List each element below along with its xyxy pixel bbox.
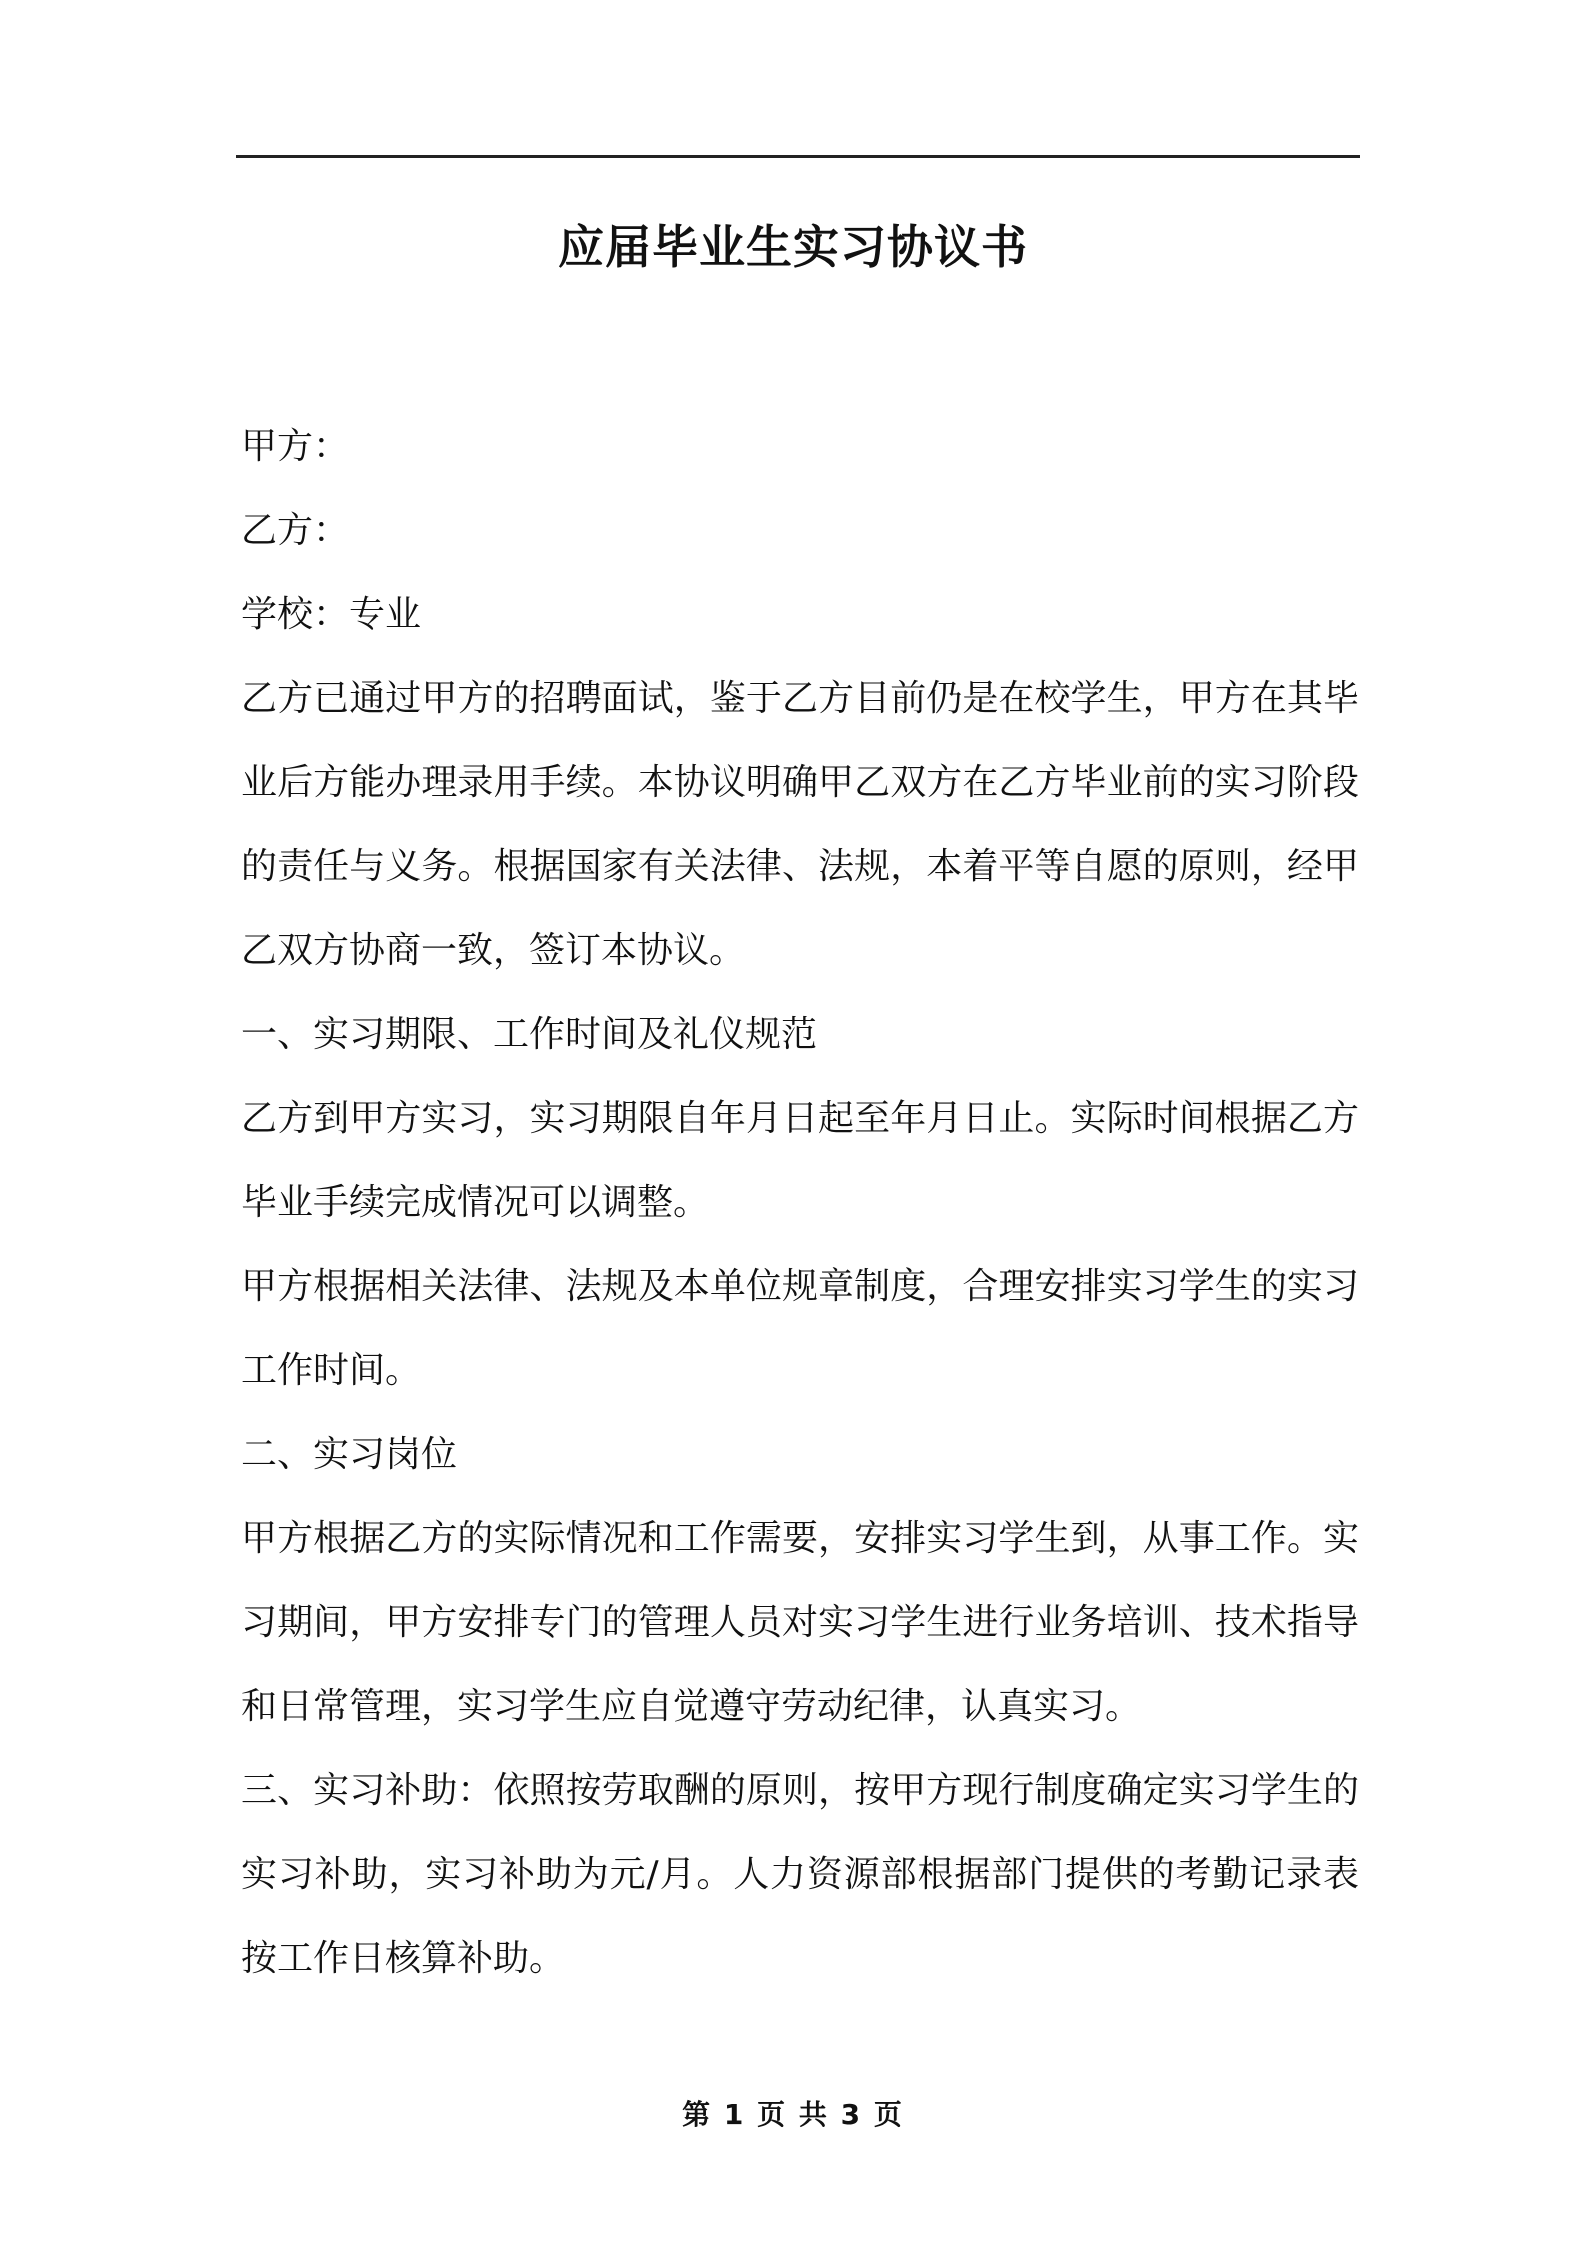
section-heading-2: 二、实习岗位	[241, 1434, 458, 1475]
preamble-paragraph: 乙方已通过甲方的招聘面试，鉴于乙方目前仍是在校学生，甲方在其毕业后方能办理录用手续。本协议明确甲乙双方在乙方毕业前的实习阶段的责任与义务。根据国家有关法律、法规，本着平等自愿的原则，经甲乙双方协商一致，签订本协议。	[241, 678, 1359, 971]
party-b-line: 乙方：	[241, 510, 350, 551]
work-time-paragraph: 甲方根据相关法律、法规及本单位规章制度，合理安排实习学生的实习工作时间。	[241, 1266, 1359, 1391]
internship-position-paragraph: 甲方根据乙方的实际情况和工作需要，安排实习学生到，从事工作。实习期间，甲方安排专门的管理人员对实习学生进行业务培训、技术指导和日常管理，实习学生应自觉遵守劳动纪律，认真实习。	[241, 1518, 1359, 1727]
document-title: 应届毕业生实习协议书	[558, 220, 1028, 274]
page-number: 第 1 页 共 3 页	[682, 2098, 904, 2131]
party-a-line: 甲方：	[241, 426, 350, 467]
internship-allowance-paragraph: 三、实习补助：依照按劳取酬的原则，按甲方现行制度确定实习学生的实习补助，实习补助为元/月。人力资源部根据部门提供的考勤记录表按工作日核算补助。	[241, 1770, 1359, 1979]
school-major-line: 学校：专业	[241, 594, 422, 635]
section-heading-1: 一、实习期限、工作时间及礼仪规范	[241, 1014, 818, 1055]
document-body	[241, 405, 1359, 2001]
internship-period-paragraph: 乙方到甲方实习，实习期限自年月日起至年月日止。实际时间根据乙方毕业手续完成情况可以调整。	[241, 1098, 1359, 1223]
header-rule	[236, 155, 1360, 158]
